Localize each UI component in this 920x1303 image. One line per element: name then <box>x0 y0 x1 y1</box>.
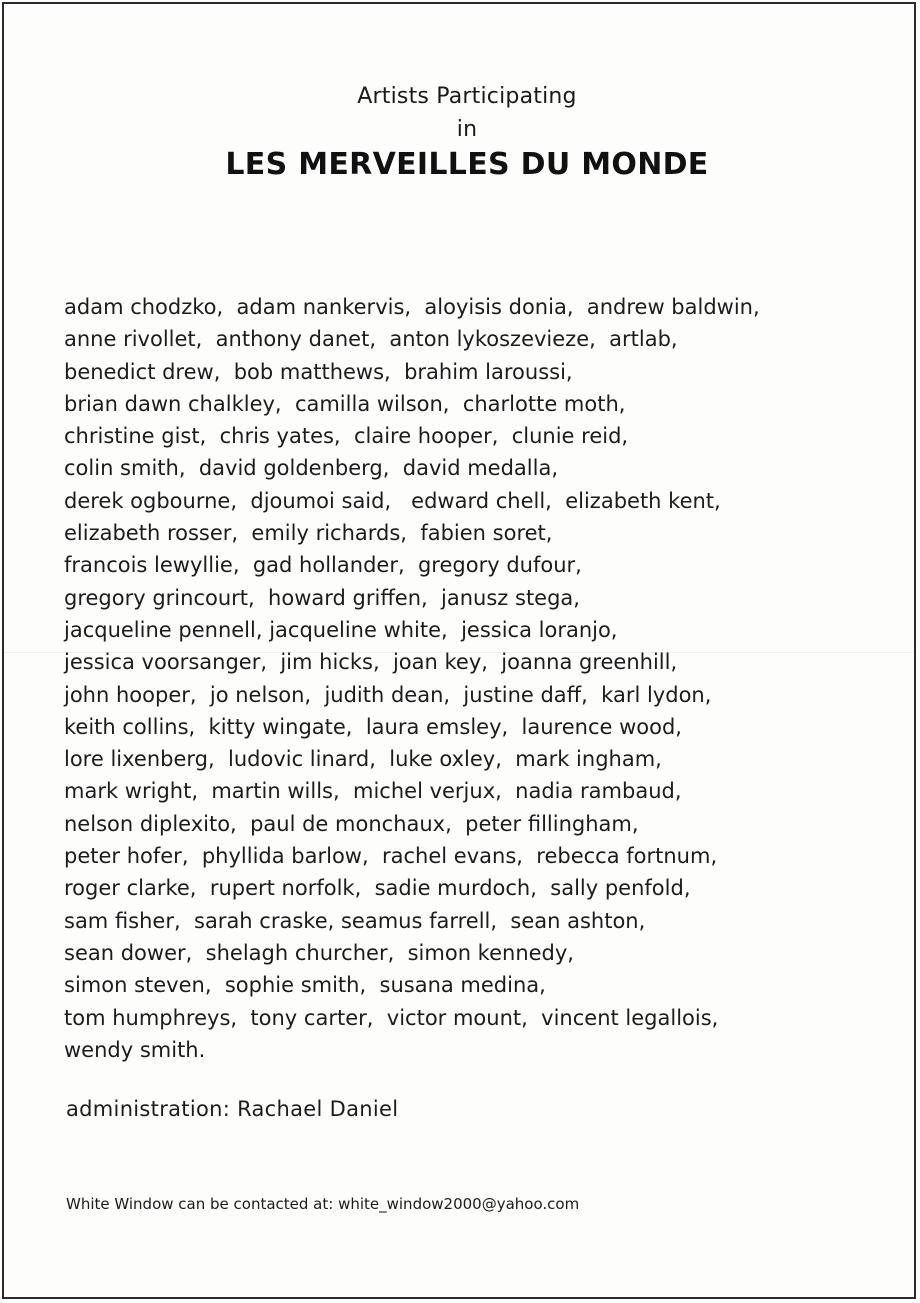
artist-line: anne rivollet, anthony danet, anton lykoszevieze, artlab, <box>64 327 678 352</box>
artist-line: brian dawn chalkley, camilla wilson, charlotte moth, <box>64 391 626 416</box>
artist-line: wendy smith. <box>64 1037 206 1062</box>
artist-line: jessica voorsanger, jim hicks, joan key, joanna greenhill, <box>64 650 678 675</box>
artist-line: lore lixenberg, ludovic linard, luke oxley, mark ingham, <box>64 747 662 772</box>
heading-artists-participating: Artists Participating <box>357 84 577 109</box>
artist-line: roger clarke, rupert norfolk, sadie murdoch, sally penfold, <box>64 876 691 901</box>
artist-line: francois lewyllie, gad hollander, gregory dufour, <box>64 553 582 578</box>
document-page <box>2 2 916 1299</box>
artist-line: nelson diplexito, paul de monchaux, peter fillingham, <box>64 811 639 836</box>
artist-line: jacqueline pennell, jacqueline white, jessica loranjo, <box>64 617 618 642</box>
page-title: LES MERVEILLES DU MONDE <box>225 147 709 182</box>
artist-line: tom humphreys, tony carter, victor mount, vincent legallois, <box>64 1005 719 1030</box>
artist-line: adam chodzko, adam nankervis, aloyisis donia, andrew baldwin, <box>64 295 760 319</box>
artist-line: john hooper, jo nelson, judith dean, justine daff, karl lydon, <box>64 682 712 707</box>
artist-line: simon steven, sophie smith, susana medina, <box>64 973 546 998</box>
artist-line: peter hofer, phyllida barlow, rachel evans, rebecca fortnum, <box>64 844 718 869</box>
artist-line: derek ogbourne, djoumoi said, edward chell, elizabeth kent, <box>64 488 721 513</box>
contact-line: White Window can be contacted at: white_window2000@yahoo.com <box>66 1195 580 1213</box>
artist-line: keith collins, kitty wingate, laura emsley, laurence wood, <box>64 714 682 739</box>
administration-credit: administration: Rachael Daniel <box>66 1097 399 1121</box>
artist-line: gregory grincourt, howard griffen, janusz stega, <box>64 585 580 610</box>
artist-line: mark wright, martin wills, michel verjux, nadia rambaud, <box>64 779 682 804</box>
artist-line: elizabeth rosser, emily richards, fabien soret, <box>64 521 553 546</box>
artist-list <box>64 291 884 1066</box>
heading-in: in <box>456 117 478 142</box>
artist-line: colin smith, david goldenberg, david medalla, <box>64 456 559 481</box>
artist-line: sam fisher, sarah craske, seamus farrell, sean ashton, <box>64 908 646 933</box>
artist-line: christine gist, chris yates, claire hooper, clunie reid, <box>64 424 629 449</box>
artist-line: benedict drew, bob matthews, brahim laroussi, <box>64 359 573 384</box>
artist-line: sean dower, shelagh churcher, simon kennedy, <box>64 940 574 965</box>
